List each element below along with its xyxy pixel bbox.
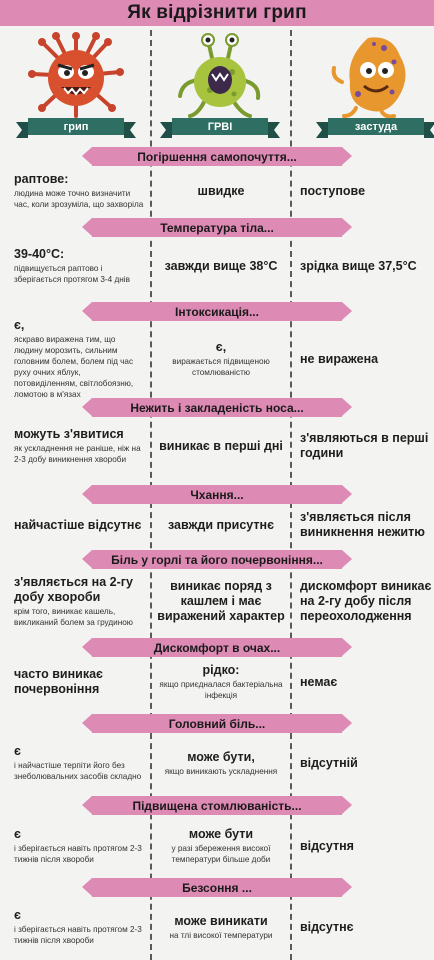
arvi-cell [156, 240, 286, 292]
cold-cell [300, 818, 432, 874]
flu-sub: і найчастіше терпіти його без знеболювальних засобів складно [14, 761, 142, 781]
cold-cell [300, 735, 432, 791]
cold-cell [300, 505, 432, 545]
row-header: Нежить і закладеність носа... [92, 398, 342, 417]
arvi-main: виникає поряд з кашлем і має виражений характер [157, 578, 285, 623]
arvi-sub: якщо виникають ускладнення [164, 766, 278, 776]
flu-main: є [14, 744, 21, 758]
arvi-sub: у разі збереження високої температури більше доби [171, 844, 271, 864]
arvi-main: виникає в перші дні [159, 438, 283, 453]
flu-virus-icon [28, 32, 124, 118]
cold-main: з'являються в перші години [300, 431, 429, 460]
flu-main: з'являється на 2-гу добу хвороби [14, 574, 133, 604]
arvi-main: може виникати [174, 913, 268, 928]
cold-main: зрідка вище 37,5°С [300, 258, 417, 273]
cold-main: поступове [300, 183, 366, 198]
cold-main: з'являється після виникнення нежитю [300, 510, 425, 539]
flu-cell [14, 505, 146, 545]
flu-cell [14, 898, 146, 956]
flu-main: раптове: [14, 172, 69, 186]
flu-main: часто виникає почервоніння [14, 667, 103, 696]
cold-cell [300, 240, 432, 292]
flu-cell [14, 318, 146, 399]
flu-cell [14, 170, 146, 212]
cold-cell [300, 418, 432, 474]
cold-main: дискомфорт виникає на 2-гу добу після переохолодження [300, 578, 432, 623]
arvi-sub: на тлі високої температури [169, 930, 273, 940]
arvi-main: швидке [197, 183, 245, 198]
arvi-main: є, [215, 340, 227, 354]
flu-sub: як ускладнення не раніше, ніж на 2-3 добу виникнення хвороби [14, 444, 141, 464]
arvi-sub: виражається підвищеною стомлюваністю [172, 357, 270, 377]
flu-sub: людина може точно визначити час, коли зрозуміла, що захворіла [14, 189, 144, 209]
cold-main: немає [300, 674, 338, 689]
title-bar [0, 0, 434, 26]
cold-bacteria-icon [328, 32, 424, 118]
cold-cell [300, 898, 432, 956]
arvi-main: може бути, [187, 749, 255, 764]
cold-main: не виражена [300, 351, 379, 366]
row-header: Біль у горлі та його почервоніння... [92, 550, 342, 569]
row-header: Температура тіла... [92, 218, 342, 237]
cold-main: відсутнє [300, 919, 354, 934]
arvi-main: рідко: [202, 663, 240, 677]
row-header: Підвищена стомлюваність... [92, 796, 342, 815]
flu-main: є, [14, 318, 25, 332]
flu-cell [14, 570, 146, 632]
cold-main: відсутній [300, 755, 358, 770]
flu-cell [14, 658, 146, 706]
row-header: Погіршення самопочуття... [92, 147, 342, 166]
flu-main: найчастіше відсутнє [14, 517, 142, 532]
arvi-cell [156, 170, 286, 212]
column-header-arvi: ГРВІ [172, 118, 268, 135]
flu-main: є [14, 908, 21, 922]
cold-main: відсутня [300, 838, 354, 853]
flu-sub: підвищується раптово і зберігається протягом 3-4 днів [14, 264, 130, 284]
column-header-cold: застуда [328, 118, 424, 135]
column-header-flu: грип [28, 118, 124, 135]
flu-sub: і зберігається навіть протягом 2-3 тижнів після хвороби [14, 844, 142, 864]
arvi-cell [156, 570, 286, 632]
arvi-main: завжди присутнє [168, 517, 274, 532]
arvi-cell [156, 323, 286, 395]
arvi-cell [156, 658, 286, 706]
arvi-main: завжди вище 38°С [164, 258, 278, 273]
arvi-cell [156, 735, 286, 791]
row-header: Безсоння ... [92, 878, 342, 897]
flu-main: можуть з'явитися [14, 427, 124, 441]
flu-cell [14, 818, 146, 874]
row-header: Чхання... [92, 485, 342, 504]
row-header: Головний біль... [92, 714, 342, 733]
flu-sub: і зберігається навіть протягом 2-3 тижнів після хвороби [14, 925, 142, 945]
cold-cell [300, 658, 432, 706]
arvi-cell [156, 505, 286, 545]
page-title: Як відрізнити грип [127, 2, 307, 23]
cold-cell [300, 570, 432, 632]
row-header: Інтоксикація... [92, 302, 342, 321]
flu-sub: яскраво виражена тим, що людину морозить, сильним головним болем, болем під час руху очних яблук, потовиділенням, світлобоязню, ломотою в м'язах [14, 335, 134, 399]
flu-cell [14, 240, 146, 292]
cold-cell [300, 170, 432, 212]
row-header: Дискомфорт в очах... [92, 638, 342, 657]
flu-main: є [14, 827, 21, 841]
flu-cell [14, 735, 146, 791]
arvi-sub: якщо приєдналася бактеріальна інфекція [159, 680, 283, 700]
arvi-virus-icon [172, 32, 268, 118]
arvi-cell [156, 418, 286, 474]
flu-main: 39-40°С: [14, 247, 65, 261]
arvi-main: може бути [188, 827, 254, 841]
cold-cell [300, 323, 432, 395]
arvi-cell [156, 898, 286, 956]
flu-cell [14, 418, 146, 474]
arvi-cell [156, 818, 286, 874]
flu-sub: крім того, виникає кашель, викликаний болем за грудиною [14, 606, 133, 627]
